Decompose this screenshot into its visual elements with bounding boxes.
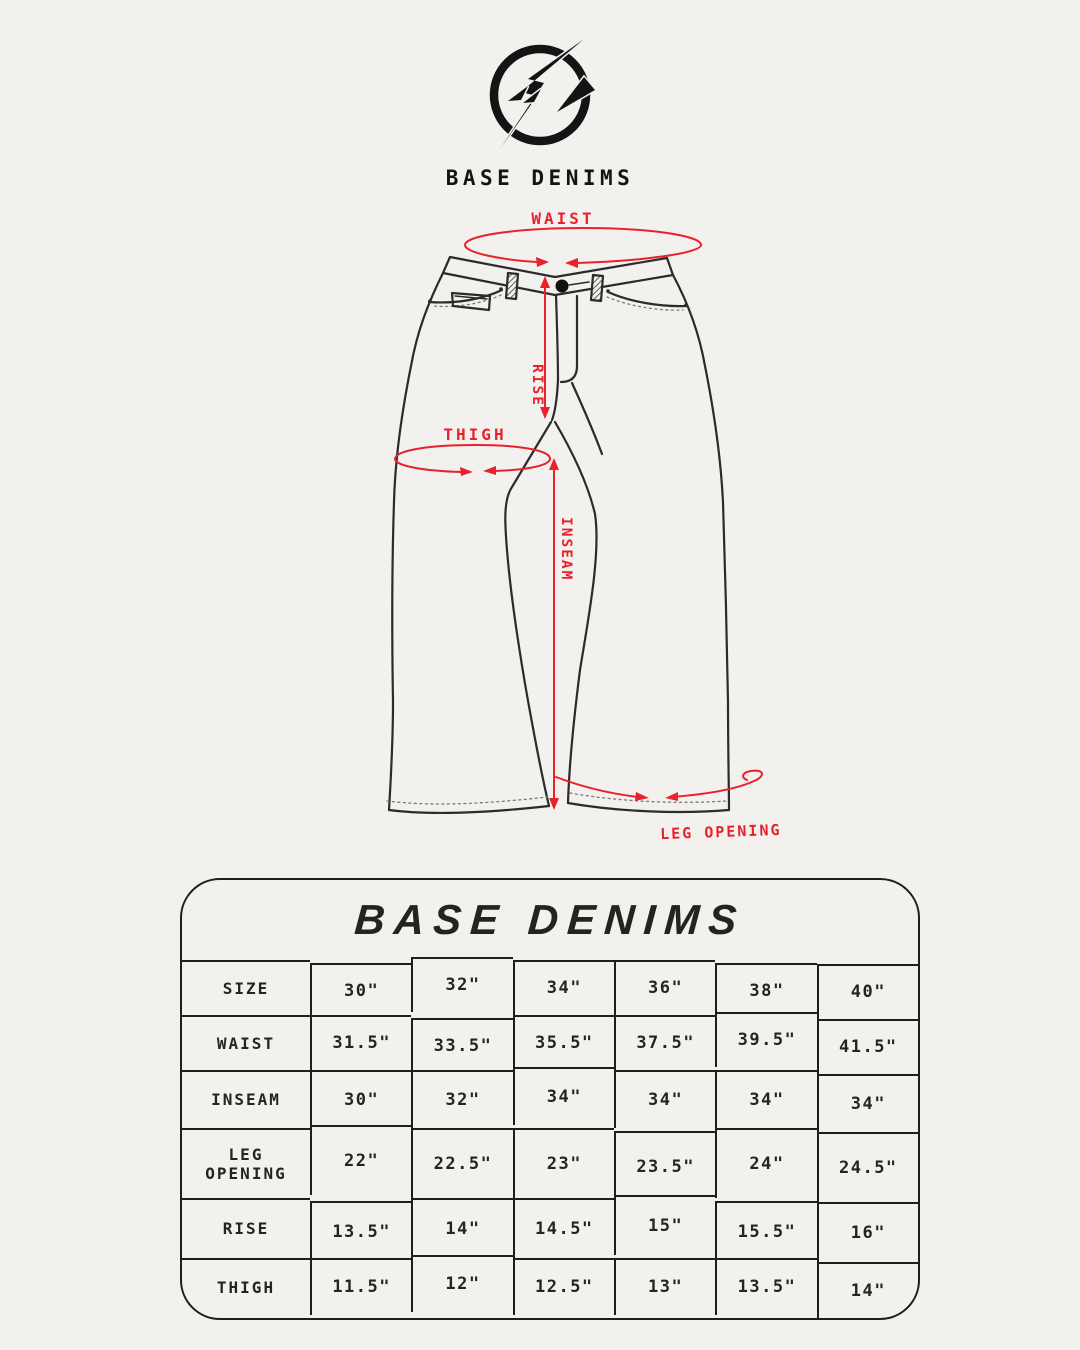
waist-label: WAIST: [531, 209, 595, 228]
leg-opening-label: LEG OPENING: [659, 820, 782, 844]
size-cell: 11.5": [310, 1258, 411, 1315]
size-cell: 24": [715, 1128, 816, 1198]
size-chart-grid: [182, 960, 918, 1315]
size-cell: 33.5": [411, 1018, 512, 1073]
size-cell: 13": [614, 1258, 715, 1315]
column-header-value: 30": [310, 963, 411, 1018]
size-cell: 31.5": [310, 1015, 411, 1070]
size-cell: 34": [513, 1067, 614, 1125]
brand-logo: [478, 33, 602, 157]
size-cell: 35.5": [513, 1015, 614, 1070]
jeans-measurement-diagram: [325, 200, 785, 860]
measurement-callouts: [395, 228, 762, 810]
row-label-inseam: INSEAM: [182, 1070, 310, 1128]
size-chart: [180, 878, 920, 1320]
waist-button: [556, 280, 569, 293]
column-header-value: 34": [513, 960, 614, 1015]
size-cell: 23.5": [614, 1131, 715, 1201]
row-label-waist: WAIST: [182, 1015, 310, 1070]
size-cell: 41.5": [817, 1019, 918, 1074]
size-cell: 15": [614, 1195, 715, 1255]
size-cell: 34": [614, 1070, 715, 1128]
size-cell: 15.5": [715, 1201, 816, 1261]
size-cell: 24.5": [817, 1132, 918, 1202]
jeans-illustration: [387, 257, 729, 813]
size-cell: 22.5": [411, 1128, 512, 1198]
brand-title: BASE DENIMS: [445, 166, 635, 190]
size-cell: 14.5": [513, 1198, 614, 1258]
thigh-label: THIGH: [443, 425, 507, 444]
circle-bolt-monogram-icon: [478, 33, 602, 157]
size-cell: 34": [715, 1070, 816, 1128]
rise-label: RISE: [529, 364, 545, 407]
size-cell: 12": [411, 1255, 512, 1312]
column-header-value: 38": [715, 963, 816, 1018]
inseam-label: INSEAM: [558, 517, 574, 582]
size-cell: 34": [817, 1074, 918, 1132]
row-label-rise: RISE: [182, 1198, 310, 1258]
size-cell: 13.5": [310, 1201, 411, 1261]
size-chart-title: BASE DENIMS: [353, 896, 748, 943]
size-cell: 30": [310, 1070, 411, 1128]
column-header-value: 32": [411, 957, 512, 1012]
size-cell: 14": [817, 1262, 918, 1319]
column-header-value: 36": [614, 960, 715, 1015]
column-header-value: 40": [817, 964, 918, 1019]
size-cell: 16": [817, 1202, 918, 1262]
column-header-size: SIZE: [182, 960, 310, 1015]
size-cell: 23": [513, 1128, 614, 1198]
size-cell: 14": [411, 1198, 512, 1258]
size-cell: 39.5": [715, 1012, 816, 1067]
size-cell: 22": [310, 1125, 411, 1195]
row-label-thigh: THIGH: [182, 1258, 310, 1315]
row-label-leg-opening: LEG OPENING: [182, 1128, 310, 1198]
size-cell: 12.5": [513, 1258, 614, 1315]
size-cell: 37.5": [614, 1015, 715, 1070]
size-cell: 32": [411, 1070, 512, 1128]
size-cell: 13.5": [715, 1258, 816, 1315]
